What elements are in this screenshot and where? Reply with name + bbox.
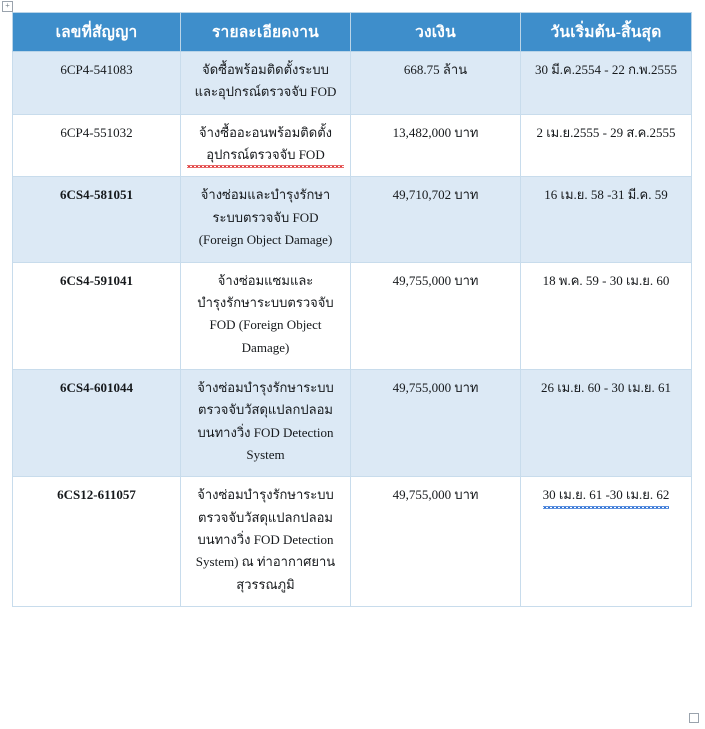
detail-line: FOD (Foreign Object: [209, 317, 322, 333]
cell-period: 30 มี.ค.2554 - 22 ก.พ.2555: [521, 52, 692, 115]
detail-line: ตรวจจับวัสดุแปลกปลอม: [198, 509, 333, 525]
cell-work-detail: [181, 369, 351, 476]
table-row: [13, 477, 692, 607]
detail-line: จ้างซ่อมแซมและ: [217, 272, 314, 288]
cell-period: 16 เม.ย. 58 -31 มี.ค. 59: [521, 177, 692, 262]
table-header-row: [13, 13, 692, 52]
detail-line: Damage): [241, 339, 290, 355]
detail-line: สุวรรณภูมิ: [236, 576, 295, 592]
detail-line: และอุปกรณ์ตรวจจับ FOD: [194, 84, 337, 100]
cell-amount: 49,755,000 บาท: [351, 477, 521, 607]
detail-line: บำรุงรักษาระบบตรวจจับ: [197, 294, 334, 310]
cell-work-detail: [181, 477, 351, 607]
period-text-grammarcheck: 30 เม.ย. 61 -30 เม.ย. 62: [543, 484, 670, 506]
column-header-period: วันเริ่มต้น-สิ้นสุด: [521, 13, 692, 52]
cell-contract-no: 6CS4-581051: [13, 177, 181, 262]
cell-contract-no: 6CP4-551032: [13, 114, 181, 177]
detail-line: System) ณ ท่าอากาศยาน: [195, 554, 336, 570]
cell-work-detail: [181, 262, 351, 369]
contract-table: [12, 12, 692, 607]
column-header-amount: วงเงิน: [351, 13, 521, 52]
detail-line: จ้างซ่อมบำรุงรักษาระบบ: [197, 379, 334, 395]
table-row: [13, 52, 692, 115]
cell-period: 2 เม.ย.2555 - 29 ส.ค.2555: [521, 114, 692, 177]
table-resize-handle[interactable]: [689, 713, 699, 723]
detail-line: บนทางวิ่ง FOD Detection: [197, 424, 334, 440]
detail-line: จ้างซ่อมบำรุงรักษาระบบ: [197, 487, 334, 503]
detail-line: System: [246, 447, 285, 463]
table-row: [13, 369, 692, 476]
detail-line: จ้างซ่อมและบำรุงรักษา: [200, 187, 331, 203]
detail-line: ระบบตรวจจับ FOD: [212, 209, 319, 225]
cell-amount: 49,710,702 บาท: [351, 177, 521, 262]
cell-period: 26 เม.ย. 60 - 30 เม.ย. 61: [521, 369, 692, 476]
detail-line: จ้างซื้ออะอนพร้อมติดตั้ง: [199, 124, 332, 140]
table-move-handle[interactable]: +: [2, 1, 13, 12]
contract-table-container: [12, 12, 691, 607]
cell-amount: 49,755,000 บาท: [351, 369, 521, 476]
detail-line: (Foreign Object Damage): [198, 232, 333, 248]
cell-amount: 49,755,000 บาท: [351, 262, 521, 369]
cell-contract-no: 6CP4-541083: [13, 52, 181, 115]
cell-contract-no: 6CS4-591041: [13, 262, 181, 369]
detail-line: จัดซื้อพร้อมติดตั้งระบบ: [202, 62, 329, 77]
detail-line: ตรวจจับวัสดุแปลกปลอม: [198, 402, 333, 418]
cell-contract-no: 6CS12-611057: [13, 477, 181, 607]
column-header-work-detail: รายละเอียดงาน: [181, 13, 351, 52]
cell-period: 18 พ.ค. 59 - 30 เม.ย. 60: [521, 262, 692, 369]
cell-amount: 668.75 ล้าน: [351, 52, 521, 115]
table-row: [13, 114, 692, 177]
table-row: [13, 262, 692, 369]
cell-amount: 13,482,000 บาท: [351, 114, 521, 177]
detail-line-spellcheck: อุปกรณ์ตรวจจับ FOD: [187, 144, 344, 166]
cell-contract-no: 6CS4-601044: [13, 369, 181, 476]
detail-line: บนทางวิ่ง FOD Detection: [197, 532, 334, 548]
cell-work-detail: [181, 177, 351, 262]
cell-work-detail: [181, 52, 351, 115]
column-header-contract-no: เลขที่สัญญา: [13, 13, 181, 52]
cell-work-detail: [181, 114, 351, 177]
cell-period: [521, 477, 692, 607]
table-row: [13, 177, 692, 262]
